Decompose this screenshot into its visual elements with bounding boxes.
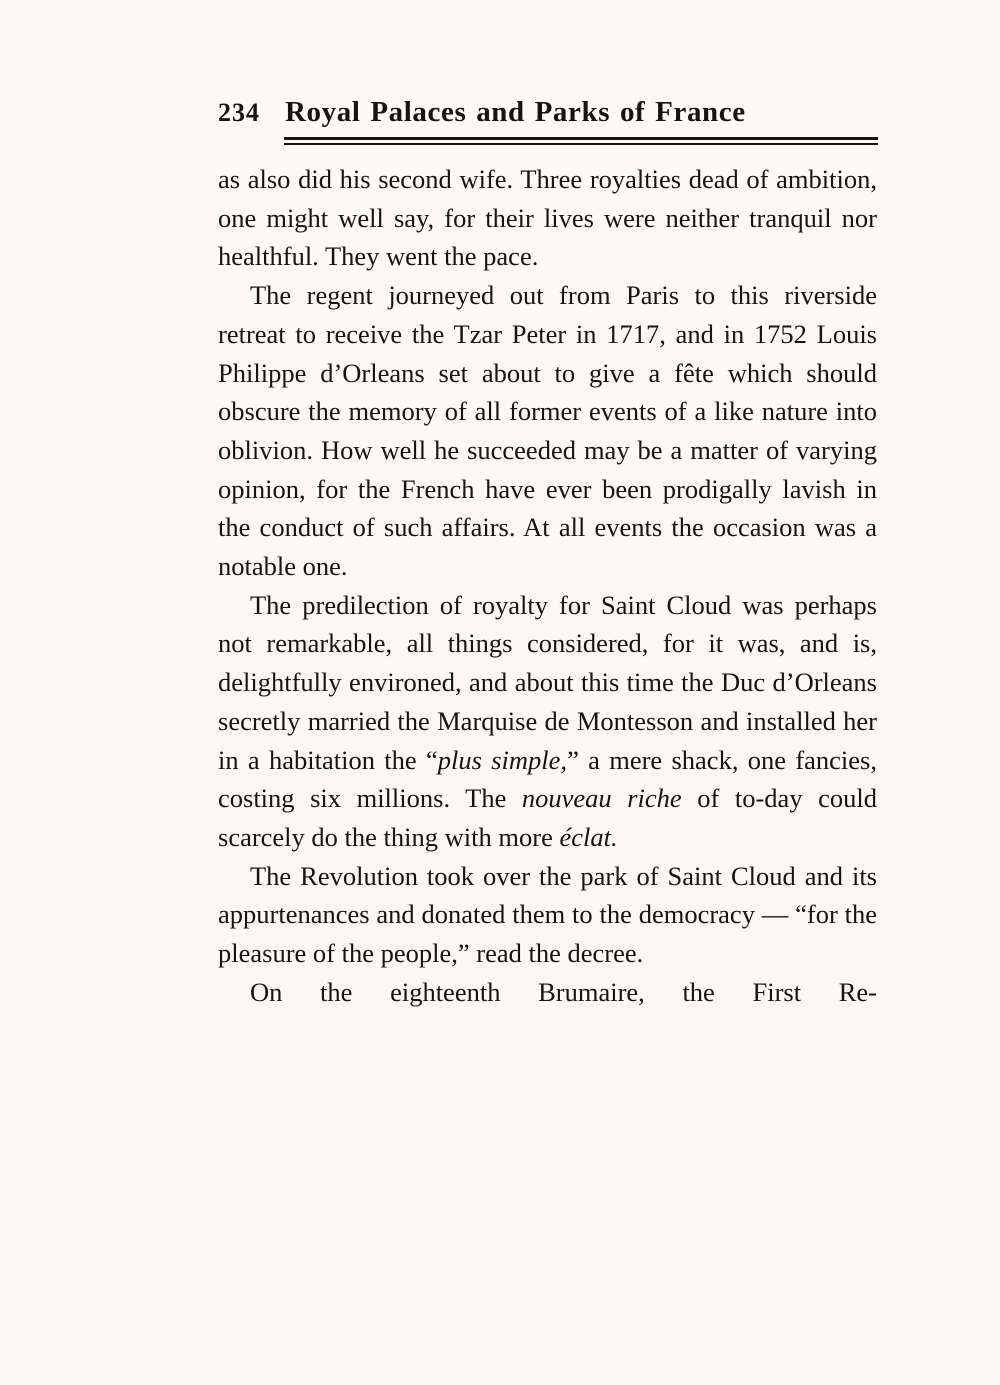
text-segment: The predilection of royalty for Saint Cloud was perhaps not remarkable, all things considered, for it was, and is, delightfully environed, and about this time the Duc d’Orleans secretly married the Marquise de Montesson and installed her in a habitation the “ xyxy=(218,589,877,775)
text-segment: ” a mere shack, one fancies, costing six millions. The xyxy=(218,744,877,814)
text-segment: The regent journeyed out from Paris to this riverside retreat to receive the Tzar Peter in 1717, and in 1752 Louis Philippe d’Orleans set about to give a fête which should obscure the memory of all former events of a like nature into oblivion. How well he succeeded may be a matter of varying opinion, for the French have ever been prodigally lavish in the conduct of such affairs. At all events the occasion was a notable one. xyxy=(218,280,877,582)
text-segment: On the eighteenth Brumaire, the First Re- xyxy=(250,976,877,1007)
text-segment: The Revolution took over the park of Saint Cloud and its appurtenances and donated them to the democracy — “for the pleasure of the people,” read the decree. xyxy=(218,860,877,969)
text-segment: of to-day could scarcely do the thing with more xyxy=(218,783,877,852)
header-rule xyxy=(284,137,878,145)
paragraph xyxy=(218,160,877,276)
italic-text-segment: plus simple, xyxy=(437,744,568,775)
page-header xyxy=(218,96,878,129)
italic-text-segment: nouveau riche xyxy=(521,783,682,814)
page-number: 234 xyxy=(218,98,260,127)
paragraph xyxy=(218,276,877,586)
paragraph xyxy=(218,973,877,1012)
running-title: Royal Palaces and Parks of France xyxy=(285,96,746,128)
italic-text-segment: éclat. xyxy=(559,821,618,852)
text-segment: as also did his second wife. Three royalties dead of ambition, one might well say, for their lives were neither tranquil nor healthful. They went the pace. xyxy=(218,164,877,272)
body-text xyxy=(218,160,877,1011)
paragraph xyxy=(218,586,877,857)
paragraph xyxy=(218,857,877,973)
